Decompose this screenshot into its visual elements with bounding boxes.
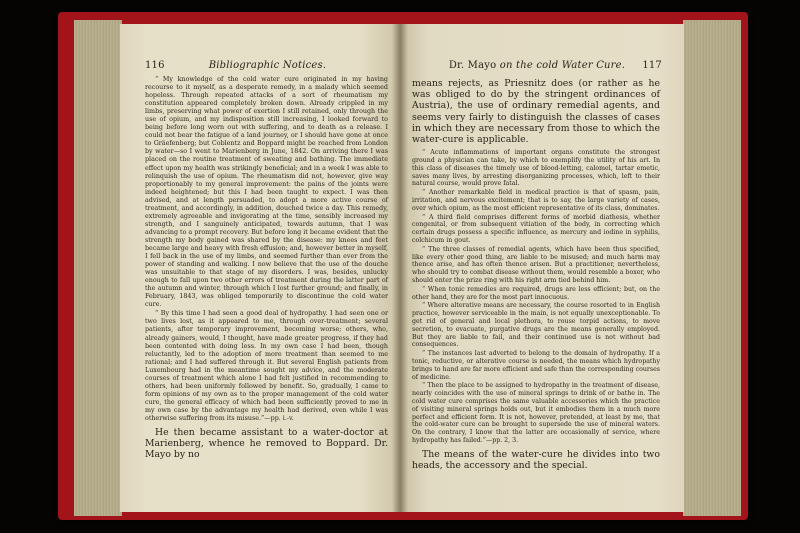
left-page: [120, 24, 400, 512]
right-page: [400, 24, 684, 512]
quote-paragraph: “ My knowledge of the cold water cure originated in my having recourse to it myself, as a desperate remedy, in a malady which seemed hopeless. Through repeated attacks of a sort of rheumatism my constitution appeared completely broken down. Already crippled in my limbs, preserving what power of exertion I still retained, only through the use of opium, and my indisposition still increasing, I looked forward to being before long worn out with suffering, and to death as a release. I could not bear the fatigue of a land journey, or I should have gone at once to Gräefenberg; but Coblentz and Boppard might be reached from London by water—so I went to Marienberg in June, 1842. On arriving there I was placed on the routine treatment of sweating and bathing. The immediate effect upon my health was strikingly beneficial; and in a week I was able to relinquish the use of opium. The rheumatism did not, however, give way proportionably to my general improvement: the pains of the joints were indeed heightened; but this I had been taught to expect. I was then advised, and at length persuaded, to adopt a more active course of treatment, and accordingly, in addition, douched twice a day. This remedy, extremely agreeable and invigorating at the time, sensibly increased my strength, and I sanguinely anticipated, towards autumn, that I was advancing to a prompt recovery. But before long it became evident that the strength my body gained was shared by the disease: my knees and feet became large and heavy with fresh effusion; and, however better in myself, I fell back in the use of my limbs, and seemed further than ever from the power of standing and walking. I now believe that the use of the douche was unsuitable to that stage of my disorders. I was, besides, unlucky enough to fall upon two other errors of treatment during the latter part of the autumn and winter, through which I lost further ground; and finally, in February, 1843, was obliged temporarily to discontinue the cold water cure.: [145, 76, 388, 309]
body-paragraph: means rejects, as Priesnitz does (or rather as he was obliged to do by the stringent ordinances of Austria), the use of ordinary remedial agents, and seems very fairly to distinguish the classes of cases in which they are necessary from those to which the water-cure is applicable.: [412, 78, 660, 146]
body-paragraph: The means of the water-cure he divides into two heads, the accessory and the special.: [412, 448, 660, 471]
quote-paragraph: “ The three classes of remedial agents, which have been thus specified, like every other good thing, are liable to be misused; and much harm may thence arise, and has often thence arisen. But a practitioner, nevertheless, who should try to combat disease without them, would resemble a boxer, who should enter the prize ring with his right arm tied behind him.: [412, 245, 660, 284]
book-gutter: [392, 24, 408, 512]
quote-paragraph: “ Where alterative means are necessary, the course resorted to in English practice, however serviceable in the main, is not equally unexceptionable. To get rid of general and local plethora, to rouse torpid actions, to move secretion, to evacuate, purgative drugs are the means generally employed. But they are liable to fail, and their continued use is not without bad consequences.: [412, 302, 660, 349]
right-page-body: [412, 78, 660, 471]
quote-paragraph: “ Then the place to be assigned to hydropathy in the treatment of disease, nearly coincides with the use of mineral springs to drink of or bathe in. The cold water cure comprises the same valuable accessories which the practice of visiting mineral springs holds out, but it embodies them in a much more perfect and efficient form. It is not, however, pretended, at least by me, that the cold-water cure can be brought to supersede the use of mineral waters. On the contrary, I know that the latter are occasionally of service, where hydropathy has failed.”—pp. 2, 3.: [412, 382, 660, 444]
running-head-right-italic: on the cold Water Cure.: [499, 60, 626, 71]
right-page-edges: [683, 20, 741, 516]
quote-paragraph: “ When tonic remedies are required, drugs are less efficient; but, on the other hand, they are for the most part innocuous.: [412, 285, 660, 301]
page-number-right: 117: [642, 60, 662, 71]
running-head-right-prefix: Dr. Mayo: [448, 60, 497, 71]
page-number-left: 116: [145, 60, 165, 71]
body-paragraph: He then became assistant to a water-doctor at Marienberg, whence he removed to Boppard. Dr. Mayo by no: [145, 427, 388, 461]
left-page-edges: [74, 20, 122, 516]
quote-paragraph: “ The instances last adverted to belong to the domain of hydropathy. If a tonic, reductive, or alterative course is needed, the means which hydropathy brings to hand are far more efficient and safe than the corresponding courses of medicine.: [412, 350, 660, 381]
quote-paragraph: “ A third field comprises different forms of morbid diathesis, whether congenital, or from subsequent vitiation of the body, in correcting which certain drugs possess a specific influence, as mercury and iodine in syphilis, colchicum in gout.: [412, 213, 660, 244]
quote-paragraph: “ By this time I had seen a good deal of hydropathy. I had seen one or two lives lost, as it appeared to me, through over-treatment; several patients, after temporary improvement, becoming worse; others, who, already gainers, would, I thought, have made greater progress, if they had been contented with doing less. In my own case I had been, though reluctantly, led to the adoption of more treatment than seemed to me rational; and I had suffered through it. But several English patients from Luxembourg had in the meantime sought my advice, and the moderate courses of treatment which alone I had felt justified in recommending to others, had been uniformly followed by benefit. So, gradually, I came to form opinions of my own as to the proper management of the cold water cure, the general efficacy of which had been sufficiently proved to me in my own case by the advantage my health had derived, even while I was otherwise suffering from its misuse.”—pp. i.-v.: [145, 310, 388, 422]
quote-paragraph: “ Acute inflammations of important organs constitute the strongest ground a physician can take, by which to exemplify the utility of his art. In this class of diseases the timely use of blood-letting, calomel, tartar emetic, saves many lives, by arresting disorganizing processes, which, left to their natural course, would prove fatal.: [412, 149, 660, 188]
running-head-right: [412, 60, 662, 71]
left-page-body: [145, 76, 388, 461]
running-head-left: Bibliographic Notices.: [208, 60, 327, 71]
quote-paragraph: “ Another remarkable field in medical practice is that of spasm, pain, irritation, and nervous excitement; that is to say, the large variety of cases, over which opium, as the most efficient representative of its class, dominates.: [412, 189, 660, 212]
